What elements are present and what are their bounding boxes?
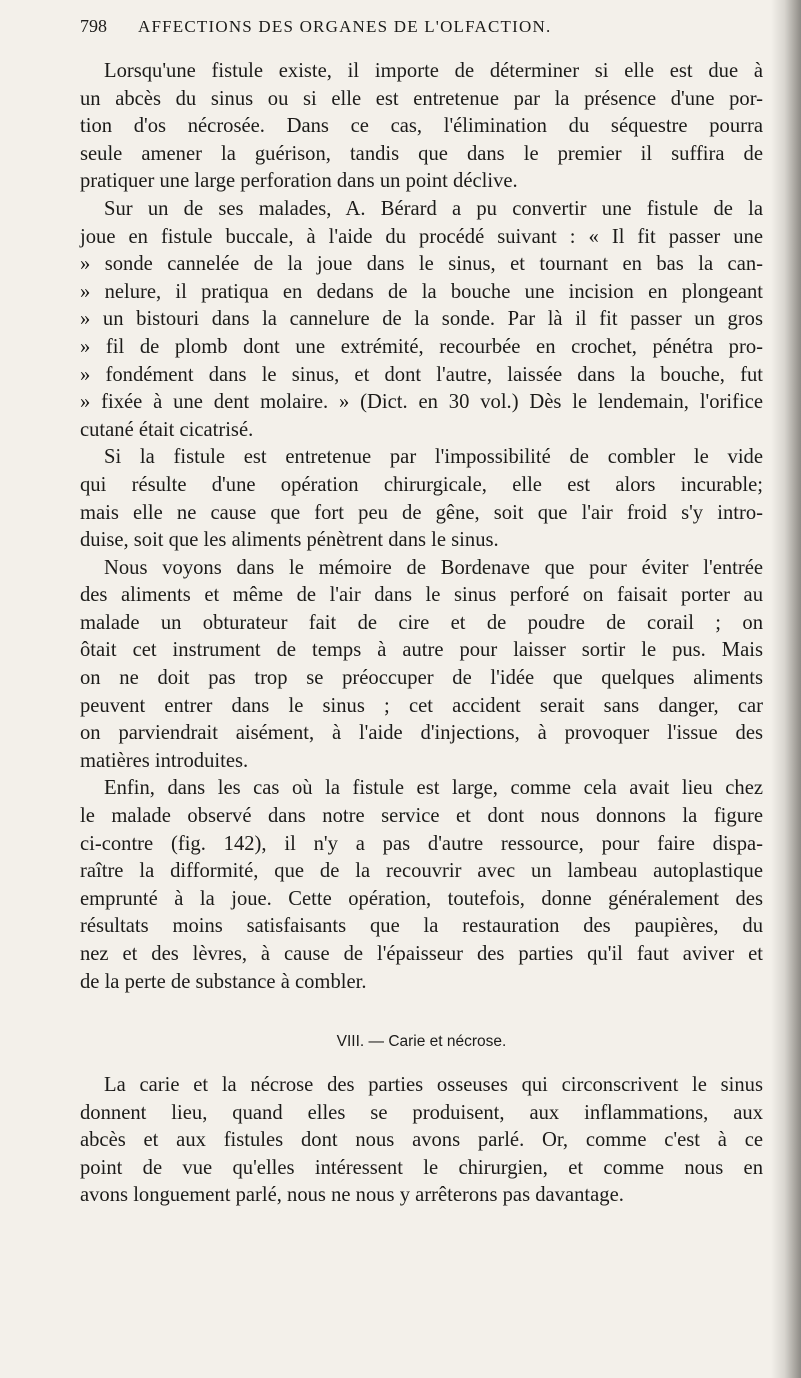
text-line: raître la difformité, que de la recouvrir avec un lambeau autoplastique [80, 860, 763, 883]
running-title: AFFECTIONS DES ORGANES DE L'OLFACTION. [138, 17, 552, 36]
page-number: 798 [80, 16, 107, 36]
text-line: Nous voyons dans le mémoire de Bordenave que pour éviter l'entrée [104, 556, 763, 579]
text-line: duise, soit que les aliments pénètrent dans le sinus. [80, 529, 499, 552]
text-line: joue en fistule buccale, à l'aide du procédé suivant : « Il fit passer une [80, 225, 763, 248]
body-text [80, 58, 763, 996]
text-line: » fixée à une dent molaire. » (Dict. en 30 vol.) Dès le lendemain, l'orifice [80, 391, 763, 414]
text-line: Lorsqu'une fistule existe, il importe de déterminer si elle est due à [104, 60, 763, 82]
text-line: Enfin, dans les cas où la fistule est large, comme cela avait lieu chez [104, 777, 763, 800]
text-line: » fondément dans le sinus, et dont l'autre, laissée dans la bouche, fut [80, 363, 763, 386]
text-line: donnent lieu, quand elles se produisent, aux inflammations, aux [80, 1101, 763, 1124]
text-line: de la perte de substance à combler. [80, 970, 367, 993]
text-line: résultats moins satisfaisants que la restauration des paupières, du [80, 915, 763, 938]
text-line: » un bistouri dans la cannelure de la sonde. Par là il fit passer un gros [80, 308, 763, 331]
text-line: nez et des lèvres, à cause de l'épaisseur des parties qu'il faut aviver et [80, 943, 763, 965]
text-line: tion d'os nécrosée. Dans ce cas, l'élimination du séquestre pourra [80, 115, 763, 138]
section-heading: VIII. — Carie et nécrose. [336, 1033, 507, 1050]
page-edge-shadow [771, 0, 801, 1378]
text-line: point de vue qu'elles intéressent le chirurgien, et comme nous en [80, 1156, 763, 1179]
text-line: seule amener la guérison, tandis que dans le premier il suffira de [80, 142, 763, 165]
text-line: un abcès du sinus ou si elle est entretenue par la présence d'une por- [80, 87, 763, 110]
text-line: le malade observé dans notre service et dont nous donnons la figure [80, 805, 763, 828]
text-line: avons longuement parlé, nous ne nous y arrêterons pas davantage. [80, 1184, 624, 1207]
text-line: » nelure, il pratiqua en dedans de la bouche une incision en plongeant [80, 280, 763, 303]
text-line: ôtait cet instrument de temps à autre pour laisser sortir le pus. Mais [80, 639, 763, 662]
text-line: on ne doit pas trop se préoccuper de l'idée que quelques aliments [80, 667, 763, 690]
text-line: pratiquer une large perforation dans un point déclive. [80, 170, 518, 193]
section-body-text [80, 1072, 763, 1210]
text-line: on parviendrait aisément, à l'aide d'injections, à provoquer l'issue des [80, 722, 763, 745]
text-line: emprunté à la joue. Cette opération, toutefois, donne généralement des [80, 887, 763, 910]
text-line: qui résulte d'une opération chirurgicale, elle est alors incurable; [80, 473, 763, 496]
text-line: Sur un de ses malades, A. Bérard a pu convertir une fistule de la [104, 197, 763, 220]
text-line: Si la fistule est entretenue par l'impossibilité de combler le vide [104, 446, 763, 469]
text-line: matières introduites. [80, 749, 249, 772]
text-line: peuvent entrer dans le sinus ; cet accident serait sans danger, car [80, 694, 763, 717]
text-line: des aliments et même de l'air dans le sinus perforé on faisait porter au [80, 584, 763, 607]
text-line: La carie et la nécrose des parties osseuses qui circonscrivent le sinus [104, 1074, 763, 1096]
text-line: mais elle ne cause que fort peu de gêne, soit que l'air froid s'y intro- [80, 501, 763, 524]
text-line: cutané était cicatrisé. [80, 418, 254, 441]
text-line: abcès et aux fistules dont nous avons parlé. Or, comme c'est à ce [80, 1129, 763, 1152]
text-line: » sonde cannelée de la joue dans le sinus, et tournant en bas la can- [80, 253, 763, 276]
text-line: malade un obturateur fait de cire et de poudre de corail ; on [80, 611, 763, 634]
running-header [80, 16, 770, 44]
text-line: » fil de plomb dont une extrémité, recourbée en crochet, pénétra pro- [80, 335, 763, 358]
text-line: ci-contre (fig. 142), il n'y a pas d'autre ressource, pour faire dispa- [80, 832, 763, 855]
